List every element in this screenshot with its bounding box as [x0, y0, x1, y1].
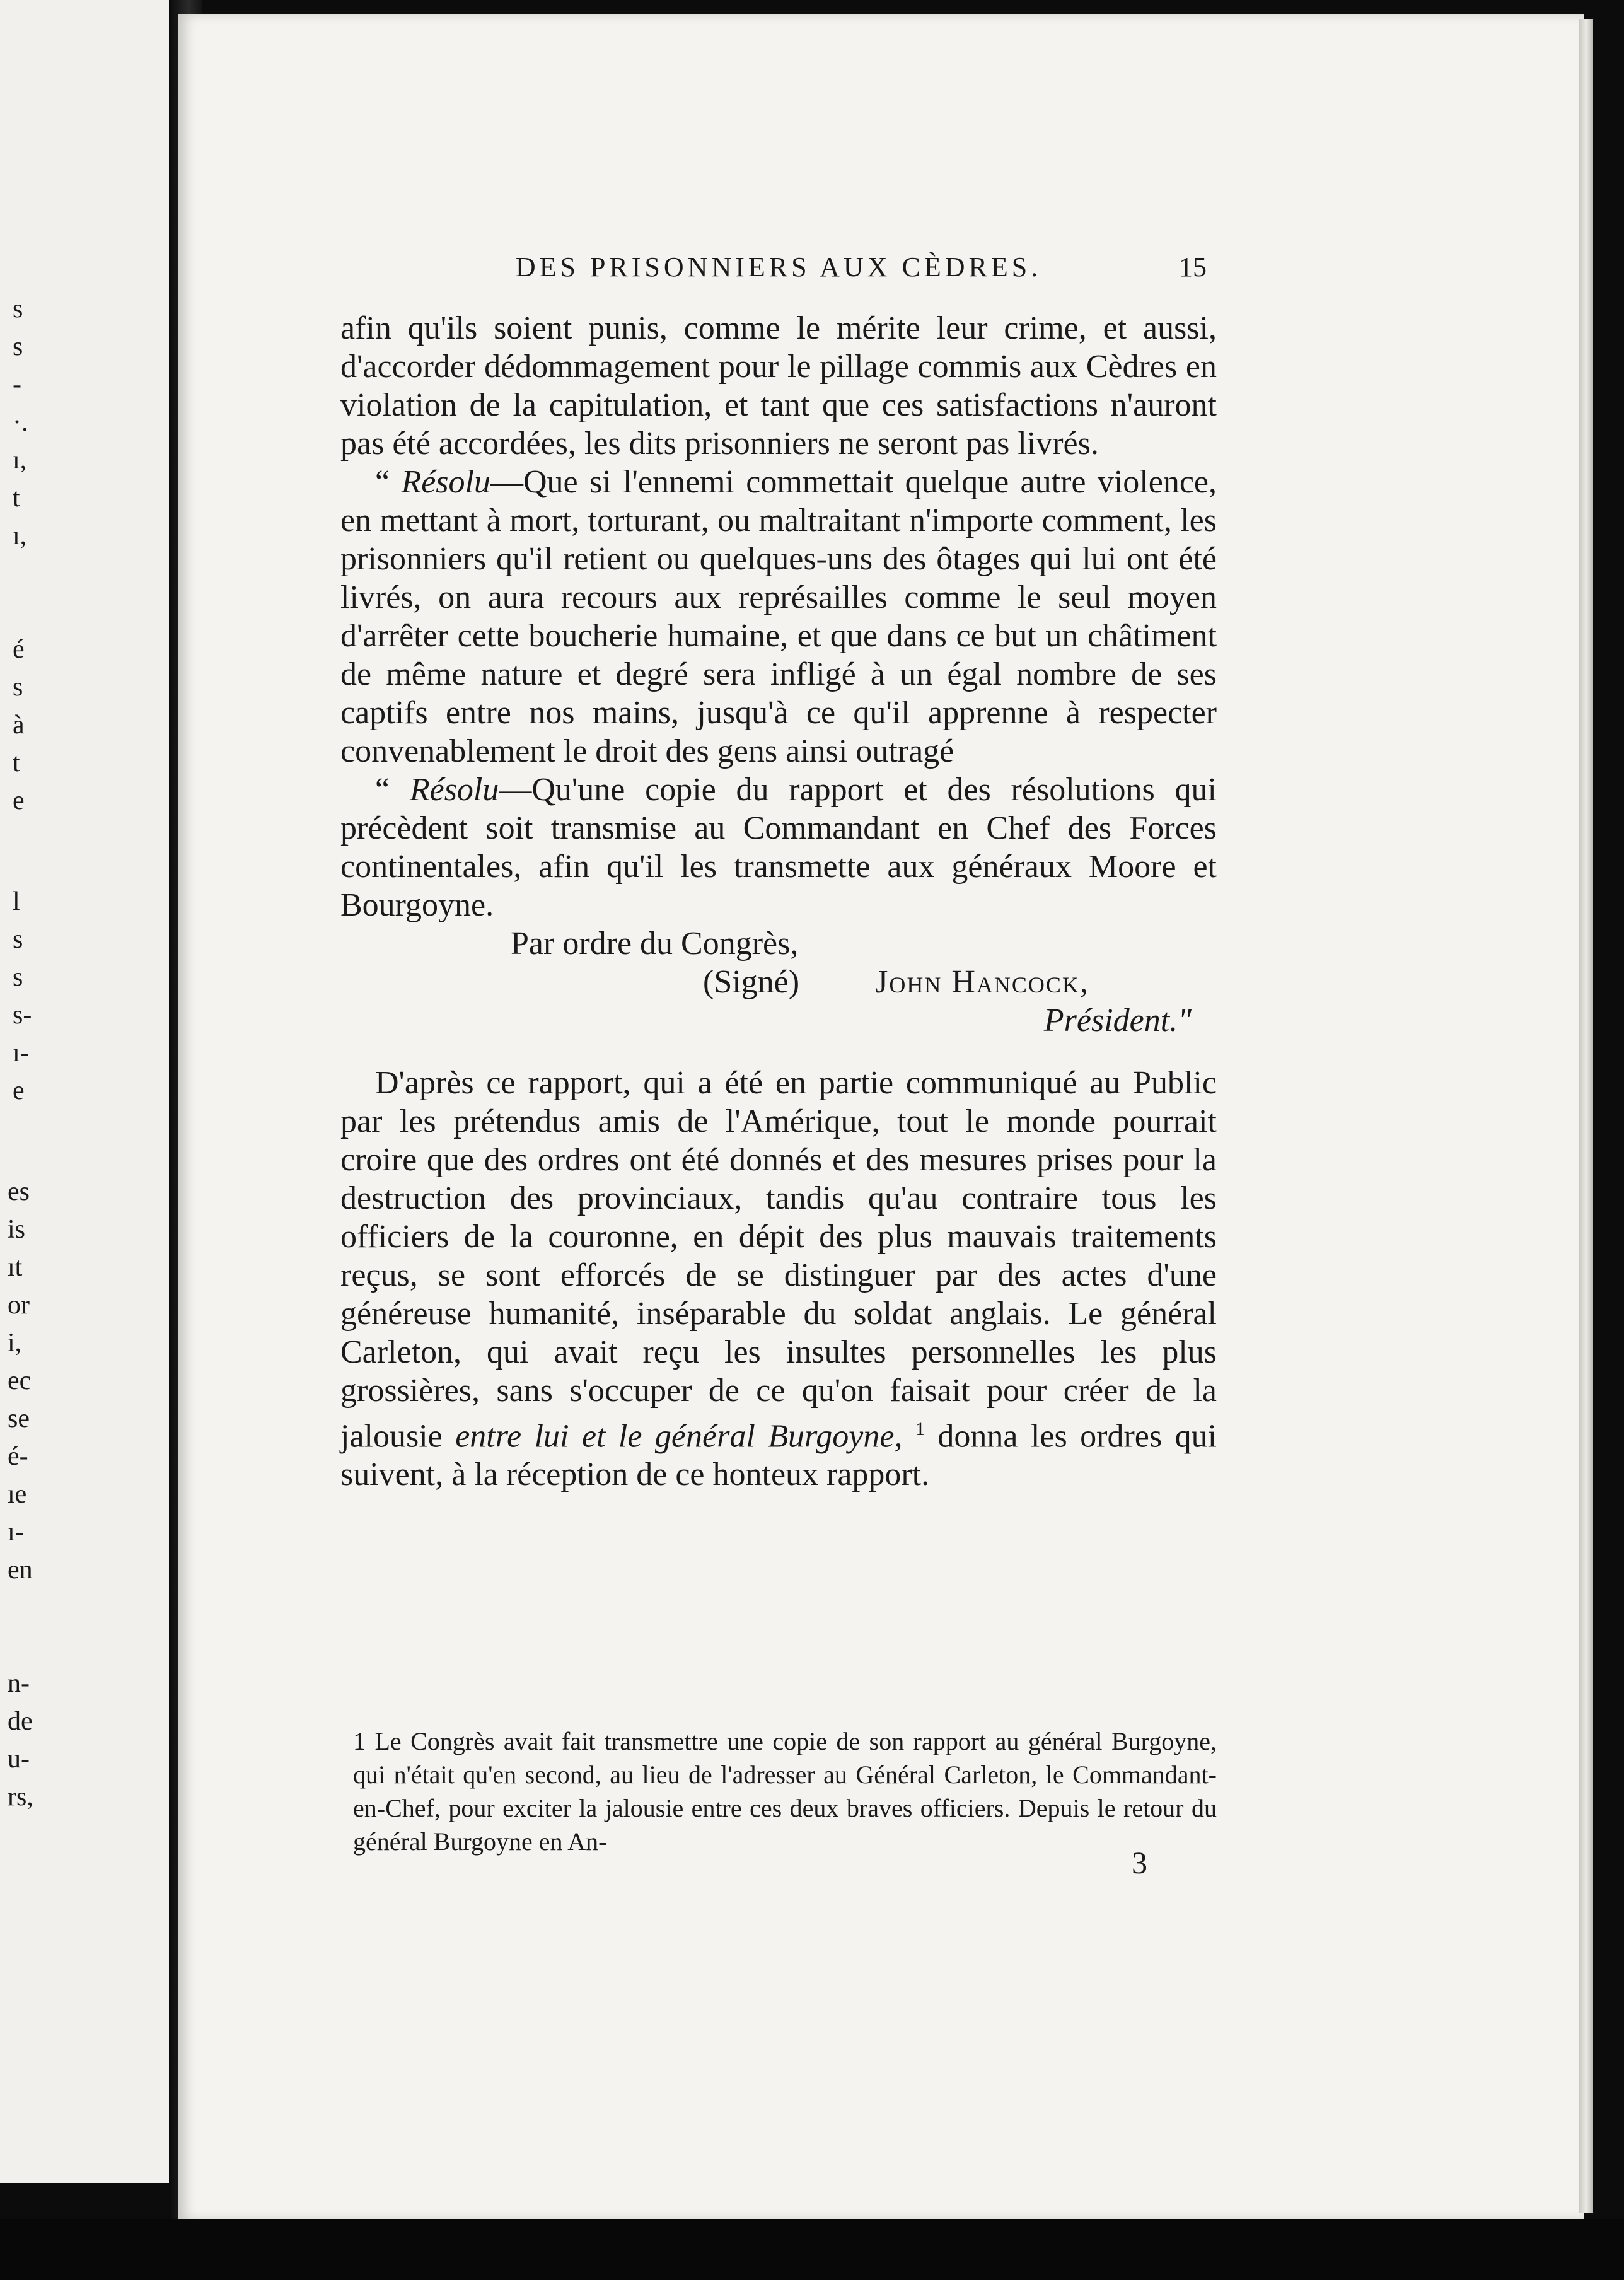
margin-fragment: ·.: [13, 408, 28, 437]
margin-fragment: s: [13, 294, 23, 323]
scan-border: [0, 2219, 1624, 2280]
margin-fragment: se: [8, 1404, 30, 1433]
signed-label: (Signé): [703, 964, 800, 1000]
margin-fragment: rs,: [8, 1783, 33, 1812]
margin-fragment: s: [13, 925, 23, 954]
footnote: [353, 1725, 1217, 1858]
resolu-label: Résolu: [409, 772, 499, 808]
margin-fragment: e: [13, 786, 25, 815]
signature-line: [340, 963, 1217, 1001]
margin-fragment: i,: [8, 1329, 22, 1358]
margin-fragment: -: [13, 370, 21, 399]
margin-fragment: u-: [8, 1745, 30, 1774]
margin-fragment: ec: [8, 1366, 32, 1395]
margin-fragment: s-: [13, 1001, 32, 1030]
paragraph-continued: afin qu'ils soient punis, comme le mérite leur crime, et aussi, d'accorder dédommagement pour le pillage commis aux Cèdres en violation de la capitulation, et tant que ces satisfactions n'auront pas été accordées, les dits prisonniers ne seront pas livrés.: [340, 310, 1217, 462]
resolution-1: “ Résolu—Que si l'ennemi commettait quelque autre violence, en mettant à mort, torturant, ou maltraitant n'importe comment, les prisonniers qu'il retient ou quelques-uns des ôtages qui lui ont été livrés, on aura recours aux représailles comme le seul moyen d'arrêter cette boucherie humaine, et que dans ce but un châtiment de même nature et degré sera infligé à un égal nombre de ses captifs entre nos mains, jusqu'à ce qu'il apprenne à respecter convenablement le droit des gens ainsi outragé: [340, 464, 1217, 769]
printer-signature-mark: 3: [1132, 1845, 1147, 1880]
footnote-number: 1: [353, 1727, 366, 1755]
paragraph-2-end: donna les ordres qui suivent, à la réception de ce honteux rapport.: [340, 1418, 1217, 1493]
body-text: [340, 309, 1217, 1494]
margin-fragment: ı-: [13, 1038, 29, 1067]
running-head: DES PRISONNIERS AUX CÈDRES.: [515, 252, 1042, 282]
footnote-text: Le Congrès avait fait transmettre une copie de son rapport au général Burgoyne, qui n'était qu'en second, au lieu de l'adresser au Général Carleton, le Commandant-en-Chef, pour exciter la jalousie entre ces deux braves officiers. Depuis le retour du général Burgoyne en An-: [353, 1727, 1217, 1856]
margin-fragment: ıe: [8, 1480, 27, 1509]
page-number: 15: [1179, 252, 1207, 282]
margin-fragment: n-: [8, 1669, 30, 1698]
margin-fragment: e: [13, 1076, 25, 1105]
margin-fragment: or: [8, 1291, 30, 1320]
margin-fragment: s: [13, 963, 23, 992]
paragraph-2: [340, 1064, 1217, 1494]
margin-fragment: ıt: [8, 1253, 23, 1282]
margin-fragment: es: [8, 1177, 30, 1206]
margin-fragment: l: [13, 887, 20, 916]
paragraph-2-italic: entre lui et le général Burgoyne,: [455, 1418, 903, 1455]
signer-name: John Hancock,: [875, 964, 1089, 1000]
margin-fragment: ı,: [13, 521, 27, 550]
page-edge: [1579, 19, 1593, 2213]
resolution-2: “ Résolu—Qu'une copie du rapport et des résolutions qui précèdent soit transmise au Commandant en Chef des Forces continentales, afin qu'il les transmette aux généraux Moore et Bourgoyne.: [340, 772, 1217, 923]
margin-fragment: ı,: [13, 446, 27, 475]
left-facing-page: [0, 0, 169, 2183]
resolu-label: Résolu: [401, 464, 490, 500]
order-line: Par ordre du Congrès,: [511, 926, 799, 962]
margin-fragment: is: [8, 1215, 26, 1244]
margin-fragment: t: [13, 748, 20, 777]
margin-fragment: é-: [8, 1442, 28, 1471]
paragraph-2-text: D'après ce rapport, qui a été en partie communiqué au Public par les prétendus amis de l'Amérique, tout le monde pourrait croire que des ordres ont été donnés et des mesures prises pour la destruction des provinciaux, tandis qu'au contraire tous les officiers de la couronne, en dépit des plus mauvais traitements reçus, se sont efforcés de se distinguer par des actes d'une généreuse humanité, inséparable du soldat anglais. Le général Carleton, qui avait reçu les insultes personnelles les plus grossières, sans s'occuper de ce qu'on faisait pour créer de la jalousie: [340, 1065, 1217, 1455]
margin-fragment: t: [13, 484, 20, 513]
margin-fragment: en: [8, 1556, 33, 1585]
footnote-reference: 1: [915, 1419, 925, 1440]
margin-fragment: s: [13, 332, 23, 361]
margin-fragment: de: [8, 1707, 33, 1736]
resolution-1-text: —Que si l'ennemi commettait quelque autre violence, en mettant à mort, torturant, ou maltraitant n'importe comment, les prisonniers qu'il retient ou quelques-uns des ôtages qui lui ont été livrés, on aura recours aux représailles comme le seul moyen d'arrêter cette boucherie humaine, et que dans ce but un châtiment de même nature et degré sera infligé à un égal nombre de ses captifs entre nos mains, jusqu'à ce qu'il apprenne à respecter convenablement le droit des gens ainsi outragé: [340, 464, 1217, 769]
signer-title: Président.": [1043, 1003, 1192, 1038]
margin-fragment: à: [13, 711, 25, 740]
margin-fragment: ı-: [8, 1518, 24, 1547]
margin-fragment: s: [13, 673, 23, 702]
resolution-2-text: —Qu'une copie du rapport et des résolutions qui précèdent soit transmise au Commandant en Chef des Forces continentales, afin qu'il les transmette aux généraux Moore et Bourgoyne.: [340, 772, 1217, 923]
margin-fragment: é: [13, 635, 25, 664]
